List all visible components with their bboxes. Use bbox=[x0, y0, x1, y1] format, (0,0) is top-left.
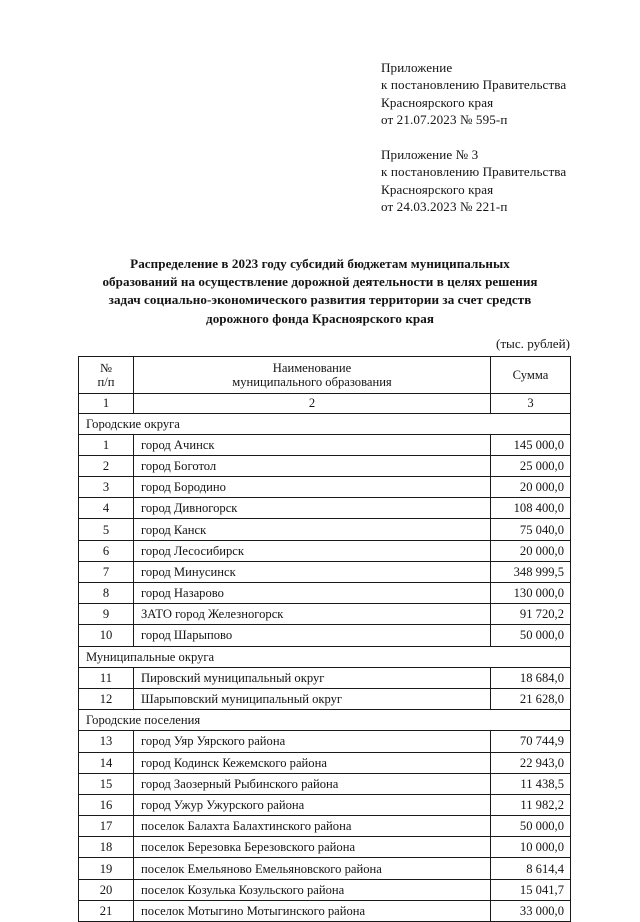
row-municipality-name: Пировский муниципальный округ bbox=[134, 667, 491, 688]
row-number: 21 bbox=[79, 900, 134, 921]
row-amount: 75 040,0 bbox=[491, 519, 571, 540]
row-amount: 145 000,0 bbox=[491, 434, 571, 455]
table-column-number-row bbox=[79, 394, 571, 414]
row-municipality-name: Шарыповский муниципальный округ bbox=[134, 688, 491, 709]
table-row bbox=[79, 773, 571, 794]
table-row bbox=[79, 816, 571, 837]
row-number: 15 bbox=[79, 773, 134, 794]
row-number: 3 bbox=[79, 477, 134, 498]
row-number: 11 bbox=[79, 667, 134, 688]
row-amount: 10 000,0 bbox=[491, 837, 571, 858]
reference-line: Красноярского края bbox=[381, 181, 494, 197]
table-header-row bbox=[79, 357, 571, 394]
column-number-2: 2 bbox=[134, 394, 491, 414]
row-number: 8 bbox=[79, 583, 134, 604]
row-municipality-name: город Уяр Уярского района bbox=[134, 731, 491, 752]
header-number-line2: п/п bbox=[97, 375, 115, 389]
row-number: 14 bbox=[79, 752, 134, 773]
row-number: 4 bbox=[79, 498, 134, 519]
row-municipality-name: город Лесосибирск bbox=[134, 540, 491, 561]
table-row bbox=[79, 434, 571, 455]
row-municipality-name: поселок Балахта Балахтинского района bbox=[134, 816, 491, 837]
table-row bbox=[79, 837, 571, 858]
reference-line: от 21.07.2023 № 595-п bbox=[381, 112, 508, 128]
reference-block-1 bbox=[381, 59, 631, 129]
table-row bbox=[79, 498, 571, 519]
row-number: 20 bbox=[79, 879, 134, 900]
reference-line: от 24.03.2023 № 221-п bbox=[381, 199, 508, 215]
row-number: 6 bbox=[79, 540, 134, 561]
row-amount: 11 982,2 bbox=[491, 794, 571, 815]
table-row bbox=[79, 519, 571, 540]
row-number: 17 bbox=[79, 816, 134, 837]
title-line: дорожного фонда Красноярского края bbox=[206, 310, 434, 326]
row-amount: 33 000,0 bbox=[491, 900, 571, 921]
row-municipality-name: ЗАТО город Железногорск bbox=[134, 604, 491, 625]
row-municipality-name: город Ужур Ужурского района bbox=[134, 794, 491, 815]
table-row bbox=[79, 688, 571, 709]
header-name-line2: муниципального образования bbox=[232, 375, 392, 389]
header-name-line1: Наименование bbox=[272, 361, 352, 375]
table-row bbox=[79, 900, 571, 921]
row-amount: 20 000,0 bbox=[491, 540, 571, 561]
title-line: образований на осуществление дорожной деятельности в целях решения bbox=[102, 274, 538, 290]
header-number-line1: № bbox=[99, 361, 113, 375]
section-header-row bbox=[79, 710, 571, 731]
column-number-3: 3 bbox=[491, 394, 571, 414]
table-row bbox=[79, 731, 571, 752]
title-line: Распределение в 2023 году субсидий бюджетам муниципальных bbox=[130, 256, 510, 271]
row-municipality-name: поселок Козулька Козульского района bbox=[134, 879, 491, 900]
row-municipality-name: город Канск bbox=[134, 519, 491, 540]
header-cell-number bbox=[79, 357, 134, 394]
row-number: 10 bbox=[79, 625, 134, 646]
row-municipality-name: город Бородино bbox=[134, 477, 491, 498]
row-amount: 22 943,0 bbox=[491, 752, 571, 773]
row-number: 1 bbox=[79, 434, 134, 455]
row-municipality-name: город Заозерный Рыбинского района bbox=[134, 773, 491, 794]
row-amount: 20 000,0 bbox=[491, 477, 571, 498]
row-municipality-name: город Дивногорск bbox=[134, 498, 491, 519]
table-row bbox=[79, 455, 571, 476]
row-municipality-name: город Боготол bbox=[134, 455, 491, 476]
row-amount: 11 438,5 bbox=[491, 773, 571, 794]
document-title bbox=[78, 255, 562, 328]
row-number: 19 bbox=[79, 858, 134, 879]
row-amount: 8 614,4 bbox=[491, 858, 571, 879]
table-row bbox=[79, 561, 571, 582]
row-municipality-name: город Кодинск Кежемского района bbox=[134, 752, 491, 773]
column-number-1: 1 bbox=[79, 394, 134, 414]
distribution-table-container bbox=[78, 356, 570, 922]
reference-block-2 bbox=[381, 146, 631, 216]
row-amount: 18 684,0 bbox=[491, 667, 571, 688]
row-number: 7 bbox=[79, 561, 134, 582]
table-row bbox=[79, 879, 571, 900]
row-amount: 15 041,7 bbox=[491, 879, 571, 900]
row-amount: 108 400,0 bbox=[491, 498, 571, 519]
row-number: 18 bbox=[79, 837, 134, 858]
row-municipality-name: поселок Мотыгино Мотыгинского района bbox=[134, 900, 491, 921]
row-amount: 50 000,0 bbox=[491, 816, 571, 837]
section-header-row bbox=[79, 413, 571, 434]
row-number: 9 bbox=[79, 604, 134, 625]
table-row bbox=[79, 540, 571, 561]
table-row bbox=[79, 625, 571, 646]
section-header-row bbox=[79, 646, 571, 667]
table-row bbox=[79, 604, 571, 625]
row-number: 16 bbox=[79, 794, 134, 815]
reference-line: Красноярского края bbox=[381, 94, 494, 110]
row-number: 5 bbox=[79, 519, 134, 540]
section-title: Муниципальные округа bbox=[79, 646, 571, 667]
reference-line: к постановлению Правительства bbox=[381, 77, 567, 93]
row-municipality-name: город Минусинск bbox=[134, 561, 491, 582]
row-amount: 25 000,0 bbox=[491, 455, 571, 476]
row-amount: 130 000,0 bbox=[491, 583, 571, 604]
reference-line: Приложение bbox=[381, 60, 453, 75]
row-municipality-name: город Ачинск bbox=[134, 434, 491, 455]
row-municipality-name: поселок Емельяново Емельяновского района bbox=[134, 858, 491, 879]
row-amount: 91 720,2 bbox=[491, 604, 571, 625]
row-municipality-name: поселок Березовка Березовского района bbox=[134, 837, 491, 858]
table-row bbox=[79, 858, 571, 879]
row-number: 12 bbox=[79, 688, 134, 709]
distribution-table bbox=[78, 356, 571, 922]
row-number: 2 bbox=[79, 455, 134, 476]
table-row bbox=[79, 667, 571, 688]
appendix-reference-header bbox=[381, 59, 631, 216]
header-cell-name bbox=[134, 357, 491, 394]
row-municipality-name: город Назарово bbox=[134, 583, 491, 604]
row-amount: 21 628,0 bbox=[491, 688, 571, 709]
table-body bbox=[79, 357, 571, 922]
section-title: Городские поселения bbox=[79, 710, 571, 731]
reference-line: Приложение № 3 bbox=[381, 147, 479, 163]
title-line: задач социально-экономического развития территории за счет средств bbox=[108, 292, 532, 308]
row-municipality-name: город Шарыпово bbox=[134, 625, 491, 646]
units-caption: (тыс. рублей) bbox=[495, 336, 570, 351]
row-amount: 70 744,9 bbox=[491, 731, 571, 752]
table-row bbox=[79, 583, 571, 604]
row-amount: 50 000,0 bbox=[491, 625, 571, 646]
table-row bbox=[79, 477, 571, 498]
row-number: 13 bbox=[79, 731, 134, 752]
table-row bbox=[79, 752, 571, 773]
row-amount: 348 999,5 bbox=[491, 561, 571, 582]
table-row bbox=[79, 794, 571, 815]
reference-line: к постановлению Правительства bbox=[381, 164, 567, 180]
section-title: Городские округа bbox=[79, 413, 571, 434]
header-cell-sum: Сумма bbox=[491, 357, 571, 394]
